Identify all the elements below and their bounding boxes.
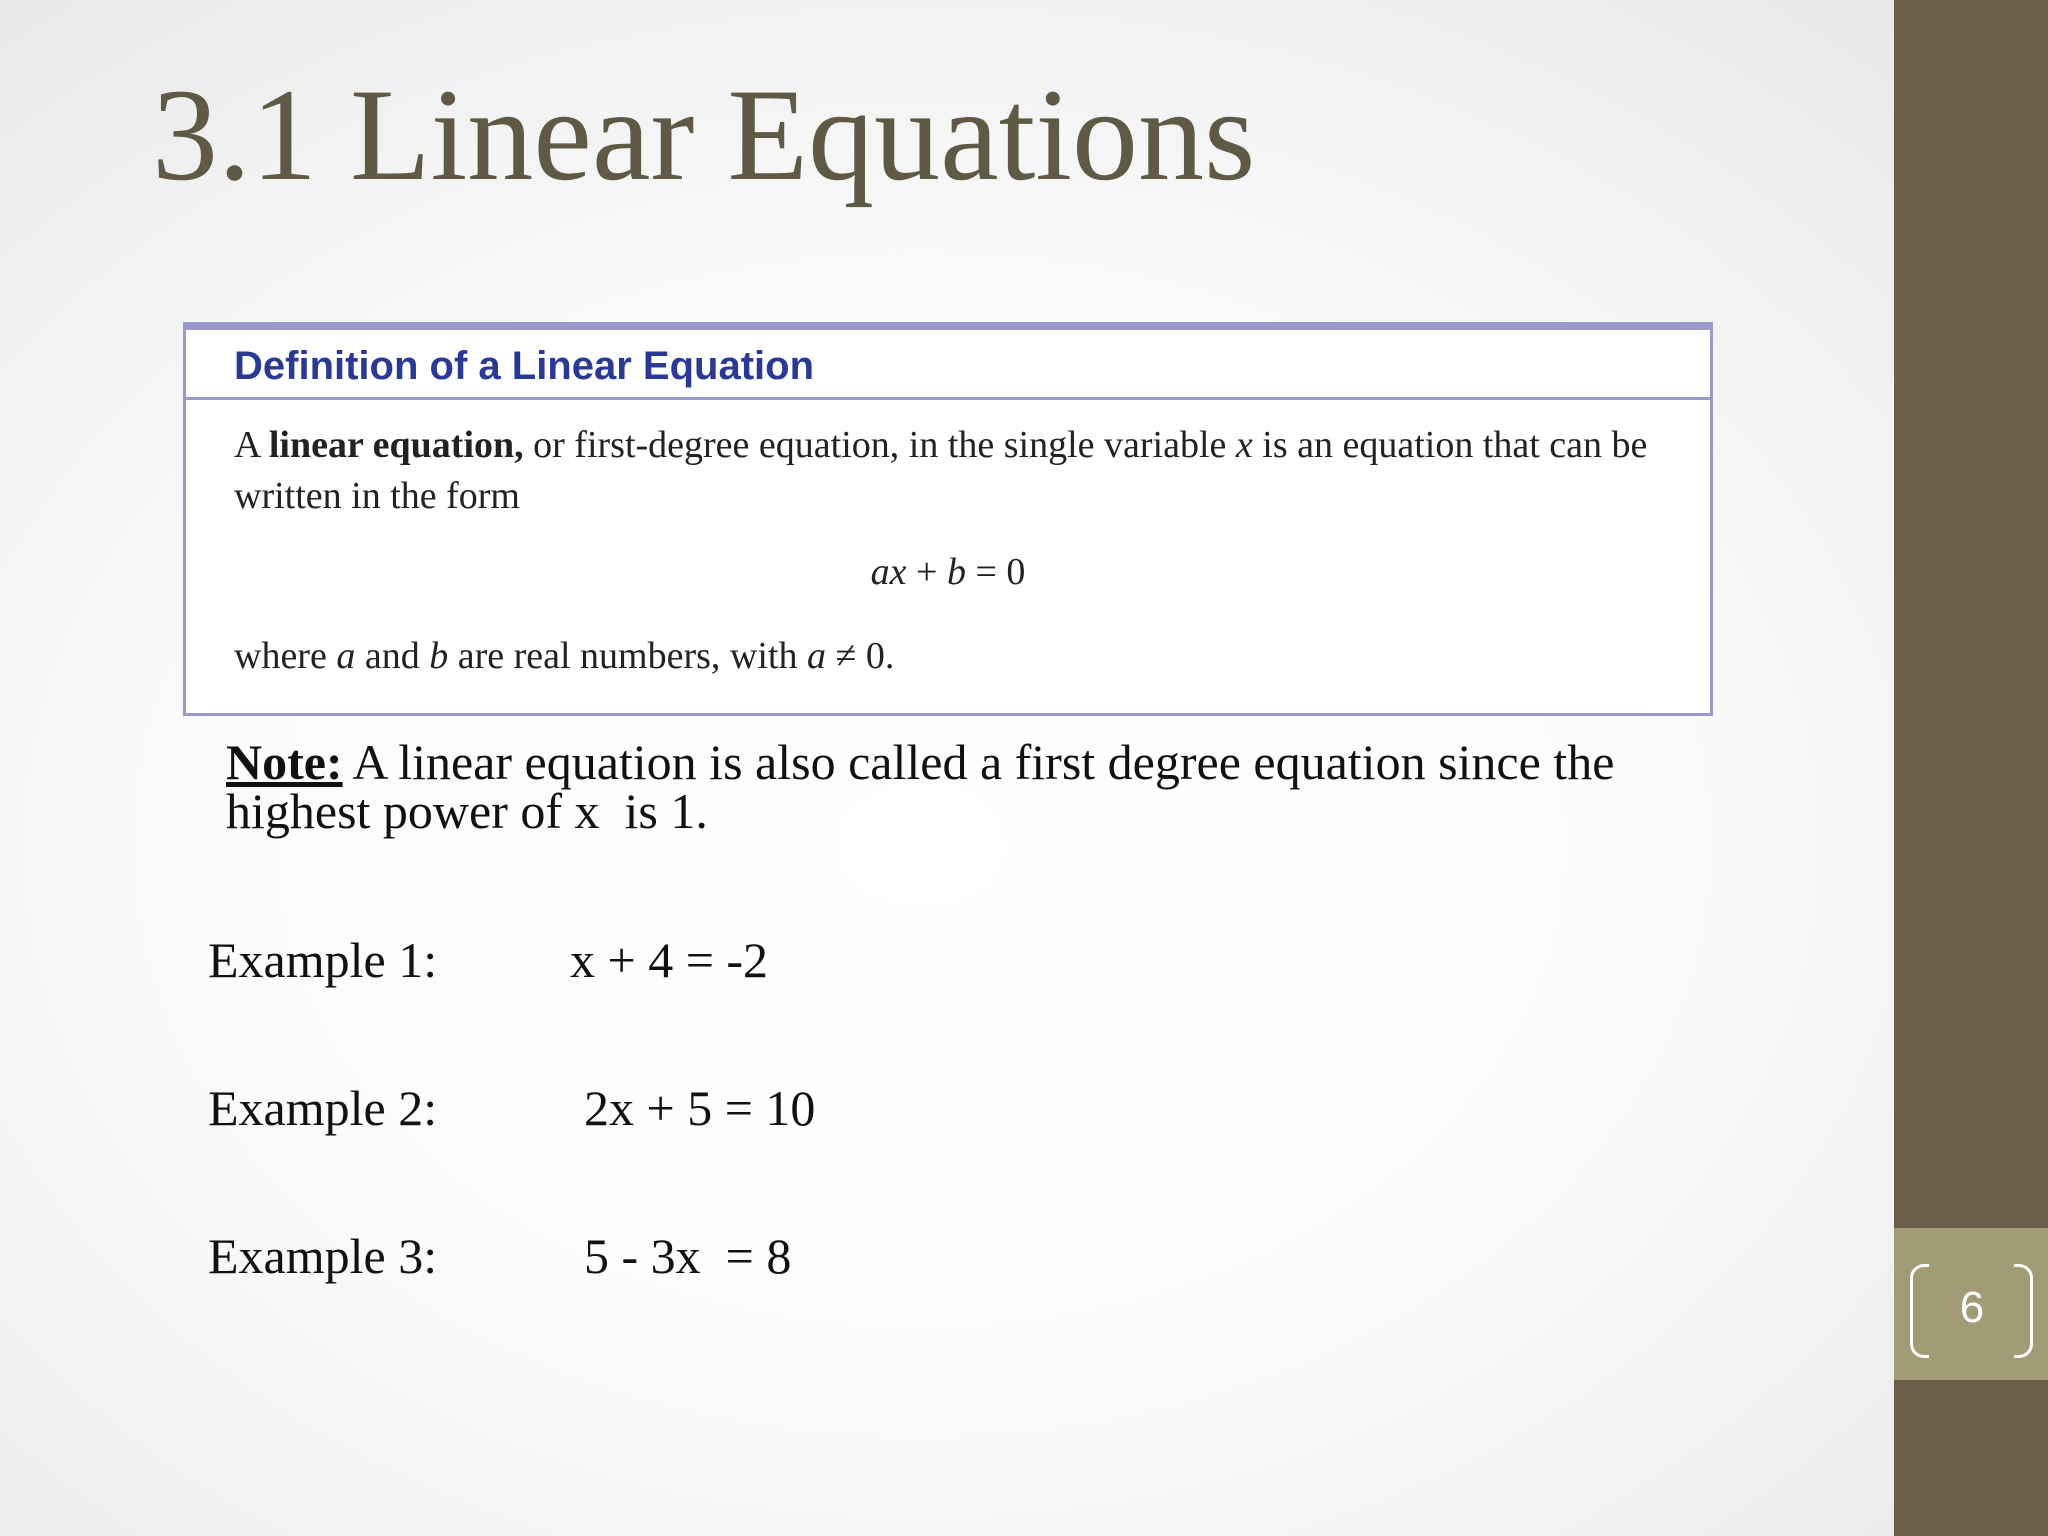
definition-formula (186, 550, 1710, 594)
note-label: Note: (226, 734, 343, 790)
definition-variable-x: x (1235, 424, 1253, 466)
left-bracket-icon (1910, 1264, 1929, 1358)
definition-term: linear equation, (268, 424, 524, 466)
example-3-equation: 5 - 3x = 8 (584, 1228, 792, 1284)
example-2-label: Example 2: (208, 1080, 438, 1136)
where-a: where (234, 635, 337, 677)
definition-header (186, 330, 1710, 400)
where-end: ≠ 0. (825, 635, 895, 677)
note-paragraph (226, 734, 1726, 839)
where-and: and (355, 635, 430, 677)
definition-text (234, 420, 1674, 522)
definition-condition (234, 634, 894, 678)
example-2 (208, 1078, 816, 1138)
formula-b: b (946, 551, 966, 593)
where-variable-a: a (336, 635, 356, 677)
where-variable-b: b (429, 635, 449, 677)
where-rest: are real numbers, with (448, 635, 807, 677)
page-number: 6 (1959, 1283, 1985, 1332)
example-3 (208, 1226, 792, 1286)
formula-ax: ax (870, 551, 907, 593)
formula-plus: + (906, 551, 947, 593)
definition-title: Definition of a Linear Equation (234, 344, 814, 388)
example-1-equation: x + 4 = -2 (570, 932, 769, 988)
example-1 (208, 930, 769, 990)
right-bracket-icon (2014, 1264, 2033, 1358)
example-3-label: Example 3: (208, 1228, 438, 1284)
example-2-equation: 2x + 5 = 10 (584, 1080, 816, 1136)
formula-rest: = 0 (965, 551, 1026, 593)
slide-title: 3.1 Linear Equations (152, 61, 1256, 208)
example-1-label: Example 1: (208, 932, 438, 988)
definition-text-c: is an equation that can be written in the form (234, 424, 1648, 517)
where-variable-a2: a (806, 635, 826, 677)
note-text: A linear equation is also called a first degree equation since the highest power of x is 1. (226, 734, 1627, 839)
definition-box (183, 322, 1713, 716)
definition-text-a: A (234, 424, 269, 466)
definition-text-b: or first-degree equation, in the single variable (523, 424, 1236, 466)
